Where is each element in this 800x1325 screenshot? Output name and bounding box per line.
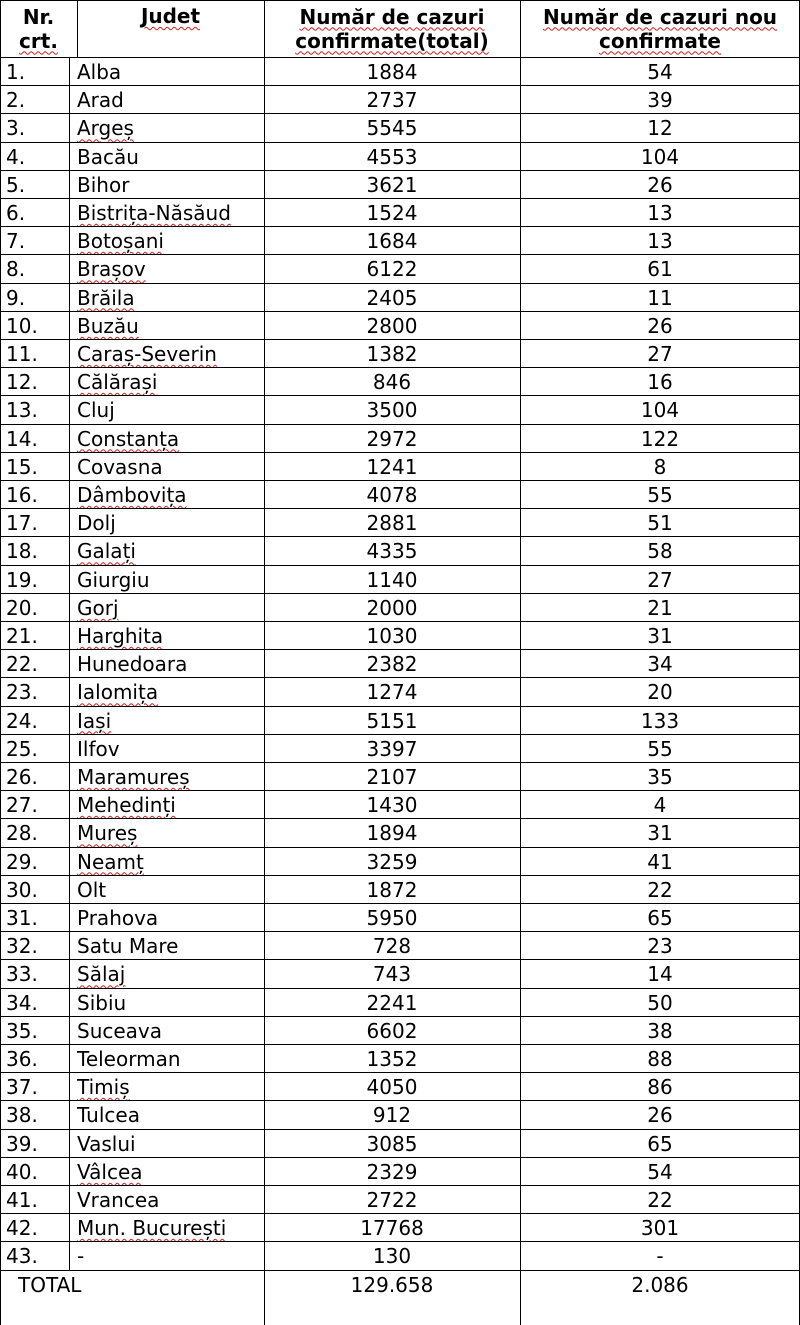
row-new-cases: 16	[647, 370, 673, 395]
row-nr: 1.	[6, 60, 26, 84]
row-new-cases: 20	[647, 680, 673, 705]
header-nr-crt	[0, 0, 77, 57]
row-judet: Suceava	[77, 1018, 163, 1043]
row-judet: Galați	[77, 539, 136, 564]
row-new-cases: 8	[653, 454, 667, 479]
row-nr: 6.	[6, 201, 26, 225]
row-nr: 24.	[6, 708, 38, 733]
row-total-cases: 2972	[366, 426, 418, 451]
table-row-divider	[0, 621, 800, 622]
row-nr: 7.	[6, 229, 26, 254]
table-row-divider	[0, 85, 800, 86]
table-row-divider	[0, 424, 800, 425]
table-row-divider	[0, 649, 800, 650]
row-total-cases: 1140	[366, 567, 418, 592]
row-nr: 15.	[6, 454, 38, 479]
header-new-cases: Număr de cazuri nou confirmate	[542, 4, 778, 53]
row-judet: Olt	[77, 877, 107, 902]
row-new-cases: 41	[647, 849, 673, 874]
row-total-cases: 1872	[366, 877, 418, 902]
row-new-cases: 14	[647, 962, 673, 987]
row-total-cases: 5950	[366, 906, 418, 930]
row-nr: 30.	[6, 877, 38, 902]
table-row-divider	[0, 339, 800, 340]
table-row-divider	[0, 818, 800, 819]
row-total-cases: 1382	[366, 342, 418, 366]
row-total-cases: 2329	[366, 1159, 418, 1184]
row-nr: 14.	[6, 426, 38, 451]
row-nr: 38.	[6, 1103, 38, 1128]
row-total-cases: 846	[372, 370, 412, 395]
row-nr: 21.	[6, 624, 38, 648]
row-total-cases: 4335	[366, 539, 418, 564]
row-nr: 32.	[6, 934, 38, 959]
row-judet: Sălaj	[77, 962, 126, 987]
row-nr: 22.	[6, 652, 38, 677]
row-judet: Argeș	[77, 116, 134, 141]
table-row-divider	[0, 0, 800, 1]
row-total-cases: 6122	[366, 257, 418, 282]
row-judet: Giurgiu	[77, 567, 150, 592]
row-total-cases: 728	[372, 934, 412, 959]
table-row-divider	[0, 311, 800, 312]
row-nr: 29.	[6, 849, 38, 874]
row-nr: 26.	[6, 765, 38, 789]
table-row-divider	[0, 762, 800, 763]
row-nr: 36.	[6, 1047, 38, 1071]
total-new-sum: 2.086	[631, 1272, 689, 1297]
row-nr: 25.	[6, 736, 38, 761]
row-judet: Bistrița-Năsăud	[77, 201, 231, 225]
row-nr: 31.	[6, 906, 38, 930]
row-total-cases: 2737	[366, 88, 418, 113]
row-judet: Cluj	[77, 398, 115, 423]
header-judet	[77, 0, 264, 57]
row-judet: Timiș	[77, 1075, 130, 1100]
row-total-cases: 4553	[366, 144, 418, 169]
table-row-divider	[0, 395, 800, 396]
row-new-cases: 13	[647, 229, 673, 254]
row-judet: Mehedinți	[77, 793, 176, 818]
table-row-divider	[0, 565, 800, 566]
row-nr: 4.	[6, 144, 26, 169]
row-nr: 18.	[6, 539, 38, 564]
row-total-cases: 2241	[366, 990, 418, 1015]
row-new-cases: 12	[647, 116, 673, 141]
row-nr: 33.	[6, 962, 38, 987]
row-nr: 10.	[6, 313, 38, 338]
row-total-cases: 3621	[366, 172, 418, 197]
row-total-cases: 3259	[366, 849, 418, 874]
row-new-cases: 22	[647, 877, 673, 902]
row-nr: 40.	[6, 1159, 38, 1184]
row-total-cases: 3085	[366, 1131, 418, 1156]
row-judet: Tulcea	[77, 1103, 140, 1128]
row-judet: Mureș	[77, 821, 138, 846]
row-judet: Harghita	[77, 624, 164, 648]
row-new-cases: 54	[647, 1159, 673, 1184]
table-row-divider	[0, 1213, 800, 1214]
row-nr: 2.	[6, 88, 26, 113]
row-judet: Alba	[77, 60, 122, 84]
row-new-cases: 61	[647, 257, 673, 282]
row-total-cases: 1894	[366, 821, 418, 846]
table-column-divider	[77, 0, 78, 57]
row-new-cases: 104	[640, 144, 680, 169]
row-new-cases: 54	[647, 60, 673, 84]
header-nr-line2: crt.	[19, 28, 58, 53]
table-row-divider	[0, 1100, 800, 1101]
header-judet-label: Judet	[140, 4, 201, 28]
table-column-divider	[520, 0, 521, 1325]
table-row-divider	[0, 593, 800, 594]
table-row-divider	[0, 226, 800, 227]
row-judet: Vrancea	[77, 1188, 160, 1212]
row-total-cases: 5545	[366, 116, 418, 141]
row-judet: Neamț	[77, 849, 144, 874]
row-nr: 20.	[6, 595, 38, 620]
row-nr: 23.	[6, 680, 38, 705]
row-total-cases: 5151	[366, 708, 418, 733]
row-nr: 13.	[6, 398, 38, 423]
row-new-cases: 35	[647, 765, 673, 789]
row-new-cases: 38	[647, 1018, 673, 1043]
table-row-divider	[0, 847, 800, 848]
row-new-cases: 26	[647, 313, 673, 338]
row-judet: Satu Mare	[77, 934, 179, 959]
row-judet: Arad	[77, 88, 124, 113]
row-judet: Sibiu	[77, 990, 127, 1015]
table-row-divider	[0, 931, 800, 932]
row-new-cases: 31	[647, 624, 673, 648]
row-nr: 34.	[6, 990, 38, 1015]
row-nr: 5.	[6, 172, 26, 197]
row-new-cases: 26	[647, 1103, 673, 1128]
row-judet: Brașov	[77, 257, 146, 282]
table-row-divider	[0, 480, 800, 481]
row-judet: Dolj	[77, 511, 116, 536]
row-total-cases: 4078	[366, 483, 418, 507]
table-row-divider	[0, 198, 800, 199]
row-new-cases: 65	[647, 1131, 673, 1156]
row-total-cases: 1241	[366, 454, 418, 479]
row-new-cases: 104	[640, 398, 680, 423]
row-nr: 41.	[6, 1188, 38, 1212]
row-judet: Bacău	[77, 144, 139, 169]
row-total-cases: 1884	[366, 60, 418, 84]
row-total-cases: 743	[372, 962, 412, 987]
table-row-divider	[0, 1044, 800, 1045]
table-row-divider	[0, 452, 800, 453]
row-judet: Brăila	[77, 285, 135, 310]
table-row-divider	[0, 113, 800, 114]
table-row-divider	[0, 1072, 800, 1073]
row-judet: Călărași	[77, 370, 158, 395]
row-total-cases: 2405	[366, 285, 418, 310]
row-new-cases: 122	[640, 426, 680, 451]
row-total-cases: 2107	[366, 765, 418, 789]
header-nr-line1: Nr.	[22, 4, 55, 29]
table-row-divider	[0, 706, 800, 707]
row-judet: Constanța	[77, 426, 180, 451]
row-new-cases: 86	[647, 1075, 673, 1100]
row-new-cases: 11	[647, 285, 673, 310]
row-new-cases: 55	[647, 483, 673, 507]
total-label: TOTAL	[18, 1272, 82, 1297]
row-nr: 43.	[6, 1244, 38, 1269]
row-new-cases: 22	[647, 1188, 673, 1212]
row-new-cases: 65	[647, 906, 673, 930]
row-judet: Covasna	[77, 454, 163, 479]
row-judet: -	[77, 1244, 85, 1269]
row-new-cases: 13	[647, 201, 673, 225]
row-total-cases: 130	[372, 1244, 412, 1269]
row-total-cases: 4050	[366, 1075, 418, 1100]
row-new-cases: 39	[647, 88, 673, 113]
row-nr: 17.	[6, 511, 38, 536]
row-total-cases: 2382	[366, 652, 418, 677]
row-judet: Ialomița	[77, 680, 159, 705]
table-row-divider	[0, 1241, 800, 1242]
row-nr: 42.	[6, 1216, 38, 1241]
table-row-divider	[0, 959, 800, 960]
row-judet: Maramureș	[77, 765, 190, 789]
table-row-divider	[0, 367, 800, 368]
row-total-cases: 6602	[366, 1018, 418, 1043]
table-row-divider	[0, 903, 800, 904]
table-row-divider	[0, 988, 800, 989]
row-new-cases: 51	[647, 511, 673, 536]
row-nr: 3.	[6, 116, 26, 141]
row-new-cases: 133	[640, 708, 680, 733]
row-new-cases: 21	[647, 595, 673, 620]
row-nr: 28.	[6, 821, 38, 846]
table-row-divider	[0, 790, 800, 791]
row-nr: 35.	[6, 1018, 38, 1043]
table-row-divider	[0, 142, 800, 143]
row-judet: Hunedoara	[77, 652, 188, 677]
row-judet: Mun. București	[77, 1216, 227, 1241]
row-nr: 39.	[6, 1131, 38, 1156]
row-judet: Vaslui	[77, 1131, 136, 1156]
table-row-divider	[0, 1157, 800, 1158]
row-nr: 8.	[6, 257, 26, 282]
row-judet: Gorj	[77, 595, 119, 620]
row-new-cases: -	[656, 1244, 664, 1269]
row-total-cases: 1684	[366, 229, 418, 254]
table-row-divider	[0, 254, 800, 255]
row-new-cases: 50	[647, 990, 673, 1015]
table-row-divider	[0, 57, 800, 58]
row-judet: Caraș-Severin	[77, 342, 217, 366]
table-row-divider	[0, 1016, 800, 1017]
table-row-divider	[0, 536, 800, 537]
table-column-divider	[0, 0, 1, 1325]
row-new-cases: 301	[640, 1216, 680, 1241]
row-new-cases: 58	[647, 539, 673, 564]
table-row-divider	[0, 283, 800, 284]
row-total-cases: 17768	[360, 1216, 424, 1241]
row-nr: 37.	[6, 1075, 38, 1100]
row-judet: Teleorman	[77, 1047, 181, 1071]
table-row-divider	[0, 734, 800, 735]
table-row-divider	[0, 677, 800, 678]
row-total-cases: 2800	[366, 313, 418, 338]
table-row-divider	[0, 508, 800, 509]
row-total-cases: 1430	[366, 793, 418, 818]
row-total-cases: 1274	[366, 680, 418, 705]
row-new-cases: 4	[653, 793, 667, 818]
table-row-divider	[0, 170, 800, 171]
row-new-cases: 34	[647, 652, 673, 677]
row-total-cases: 912	[372, 1103, 412, 1128]
row-total-cases: 1524	[366, 201, 418, 225]
row-nr: 16.	[6, 483, 38, 507]
table-row-divider	[0, 875, 800, 876]
row-total-cases: 3397	[366, 736, 418, 761]
table-row-divider	[0, 1129, 800, 1130]
row-total-cases: 1352	[366, 1047, 418, 1071]
row-new-cases: 88	[647, 1047, 673, 1071]
row-judet: Prahova	[77, 906, 159, 930]
row-judet: Dâmbovița	[77, 483, 187, 507]
row-new-cases: 55	[647, 736, 673, 761]
row-nr: 11.	[6, 342, 38, 366]
row-nr: 12.	[6, 370, 38, 395]
row-total-cases: 3500	[366, 398, 418, 423]
table-row-divider	[0, 1270, 800, 1271]
table-row-divider	[0, 1185, 800, 1186]
row-judet: Bihor	[77, 172, 130, 197]
row-total-cases: 2881	[366, 511, 418, 536]
table-column-divider	[264, 0, 265, 1325]
table-column-divider	[69, 58, 70, 1271]
row-new-cases: 31	[647, 821, 673, 846]
row-judet: Vâlcea	[77, 1159, 143, 1184]
row-nr: 9.	[6, 285, 26, 310]
row-judet: Ilfov	[77, 736, 120, 761]
row-total-cases: 2000	[366, 595, 418, 620]
row-judet: Iași	[77, 708, 112, 733]
row-new-cases: 27	[647, 567, 673, 592]
row-new-cases: 27	[647, 342, 673, 366]
header-total-cases: Număr de cazuri confirmate(total)	[295, 4, 489, 53]
row-nr: 27.	[6, 793, 38, 818]
row-judet: Buzău	[77, 313, 139, 338]
row-judet: Botoșani	[77, 229, 164, 254]
row-new-cases: 26	[647, 172, 673, 197]
row-total-cases: 2722	[366, 1188, 418, 1212]
row-nr: 19.	[6, 567, 38, 592]
total-cases-sum: 129.658	[350, 1272, 434, 1297]
row-total-cases: 1030	[366, 624, 418, 648]
row-new-cases: 23	[647, 934, 673, 959]
